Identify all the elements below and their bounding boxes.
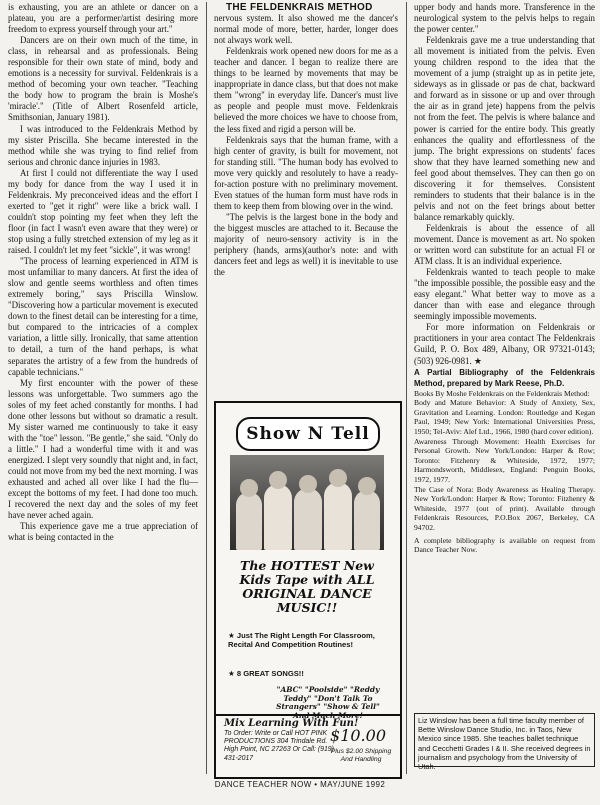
paragraph: "The pelvis is the largest bone in the body and the biggest muscles are attached to it. Because the majority of neuro-sensory activity is in the periphery (hands, arms)(author's note: and with dancers feet and legs as well) it is inevitable to use the [214,211,398,278]
column-divider [406,2,407,774]
paragraph: For more information on Feldenkrais or practitioners in your area contact The Feldenkrais Guild, P. O. Box 489, Albany, OR 97321-0143; (503) 926-0981. ★ [414,322,595,366]
ad-bullet: ★ Just The Right Length For Classroom, Recital And Competition Routines! [228,631,375,649]
article-column-3 [414,2,595,555]
paragraph: My first encounter with the power of these lessons was unforgettable. Two summers ago the soles of my feet ached constantly for months. I had done other lessons but without so dramatic a result. My sister warned me continuously to take it easy with the "toe" lesson. "Be gentle," she said. "Only do a little." I had a wonderful time with it and was energized. I slept very soundly that night and, in fact, could not move from my bed the next morning. I was exhausted and ached all over like I had the flu—except the bottoms of my feet. I had done too much. I recovered the next day and the soles of my feet have never ached again. [8,377,198,521]
bibliography-entry: The Case of Nora: Body Awareness as Healing Therapy. New York/London: Harper & Row; Toronto: Fitzhenry & Whiteside, 1977 (out of print). Available through Feldenkrais Resources, P.O.Box 2067, Berkeley, CA 94702. [414,484,595,532]
page-footer: DANCE TEACHER NOW • MAY/JUNE 1992 [214,780,386,789]
column-divider [206,2,207,774]
paragraph: is exhausting, you are an athlete or dancer on a plateau, you are a performer/artist desiring more freedom to express yourself through your art." [8,2,198,35]
paragraph: Feldenkrais is about the essence of all movement. Dance is movement as art. No spoken or written word can substitute for an actual FI or ATM class. It is an individual experience. [414,222,595,267]
paragraph: "The process of learning experienced in ATM is most unfamiliar to many dancers. At first the idea of slow and gentle seems worthless and often times extremely boring," says Priscilla Winslow. "Discovering how a particular movement is executed down to the finest detail can be interesting for a time, but compared to the intricacies of a complex variation, a little silly. Ironically, that same attention to detail, a turn of the hand perhaps, is what separates the artistry of a few from the hundreds of capable technicians." [8,256,198,377]
ad-photo-children [230,455,384,550]
ad-order-box [216,714,400,779]
ad-order-address: To Order: Write or Call HOT PINK PRODUCTIONS 304 Trindale Rd. High Point, NC 27263 Or Call: (919) 431-2017 [224,730,334,762]
paragraph: Feldenkrais work opened new doors for me as a teacher and dancer. I began to realize there are things to be learned by movements that may be inappropriate in dance class, but that does not make them "wrong" in everyday life. Dancer's must live as people and people must move. Feldenkrais believed the more choices we have to choose from, the less fixed and rigid a person will be. [214,46,398,134]
paragraph: Feldenkrais says that the human frame, with a high center of gravity, is built for movement, not for standing still. "The human body has evolved to move very quickly and resolutely to have a ready-for-action posture with no preliminary movement. Even statues of the human form must have rods in them to keep them from blowing over in the wind. [214,134,398,211]
ad-price: $10.00 [330,726,386,745]
paragraph: This experience gave me a true appreciation of what is being contacted in the [8,521,198,543]
paragraph: I was introduced to the Feldenkrais Method by my sister Priscilla. She became interested in the method while she was trying to find relief from serious and chronic dance injuries in 1983. [8,123,198,167]
ad-shipping: Plus $2.00 Shipping And Handling [330,748,392,764]
article-column-2 [214,2,398,278]
bibliography-title: A Partial Bibliography of the Feldenkrais Method, prepared by Mark Reese, Ph.D. [414,367,595,388]
bibliography-entry: Body and Mature Behavior: A Study of Anxiety, Sex, Gravitation and Learning. London: Routledge and Kegan Paul, 1949; New York: International Universities Press, 1950; Tel-Aviv: Alef Ltd., 1966, 1980 (hard cover edition). [414,398,595,437]
paragraph: upper body and hands more. Transference in the neurological system to the pelvis helps to regain the power center." [414,2,595,35]
paragraph: nervous system. It also showed me the dancer's normal mode of more, better, harder, longer does not always work well. [214,13,398,46]
bibliography-note: A complete bibliography is available on request from Dance Teacher Now. [414,535,595,555]
paragraph: At first I could not differentiate the way I used my body for dance from the way I used it in Feldenkrais. My preconceived ideas and the effort I exerted to "get it right" were like a brick wall. I couldn't stop pointing my feet when they left the floor (in fact I wasn't even aware that they were) or stop using a fully stretched extension of my leg as it raised. I couldn't let my feet "sickle", it was wrong! [8,167,198,256]
author-bio-box: Liz Winslow has been a full time faculty member of Bette Winslow Dance Studio, Inc. in Taos, New Mexico since 1985. She teaches ballet technique and Cecchetti Grades I & II. She received degrees in journalism and psychology from the University of Utah. [414,713,595,767]
section-heading: THE FELDENKRAIS METHOD [226,2,373,13]
bibliography-entry: Awareness Through Movement: Health Exercises for Personal Growth. New York/London: Harper & Row; Toronto: Fitzhenry & Whiteside, 1972, 1977; Harmondsworth, Middlesex, England: Penguin Books, 1972, 1977. [414,436,595,484]
ad-song-list: "ABC" "Poolside" "Reddy Teddy" "Don't Talk To Strangers" "Show & Tell" And Much More! [276,685,380,720]
show-n-tell-advertisement [214,401,402,779]
bibliography-entry: Books By Moshe Feldenkrais on the Feldenkrais Method: [414,388,590,398]
paragraph: Feldenkrais wanted to teach people to make "the impossible possible, the possible easy and the easy elegant." What better way to move as a dancer than with ease and elegance through seemingly impossible movements. [414,267,595,322]
paragraph: Dancers are on their own much of the time, in class, in rehearsal and as professionals. Being responsible for their own state of mind, body and emotions is a necessity for survival. Feldenkrais is a method of becoming your own teacher. "Teaching the body how to program the brain is Moshe's 'miracle'." (Title of Albert Rosenfeld article, Smithsonian, January 1981). [8,35,198,123]
ad-order-headline: Mix Learning With Fun! [224,718,359,729]
paragraph: Feldenkrais gave me a true understanding that all movement is initiated from the pelvis. Even young children respond to the idea that the movement of a jump (straight up as in petite jete, sideways as in glissade or pas de chat, backward and forward as in sissone or up and over through the air as in grand jete) happens from the pelvis not from the feet. The pelvis is where balance and power is carried for the entire body. This greatly enhances the quality and effortlessness of the jump. The bright expressions on students' faces show that they have learned something new and feel good about themselves. They can then go on discovering it for themselves. Consistent reminders to students that their balance is in the pelvis and not on the feet brings about better balance remarkably quickly. [414,35,595,222]
ad-logo: Show N Tell [236,417,380,451]
ad-bullet: ★ 8 GREAT SONGS!! [228,669,304,678]
article-column-1 [8,2,198,543]
ad-tagline: The HOTTEST New Kids Tape with ALL ORIGINAL DANCE MUSIC!! [239,558,375,615]
